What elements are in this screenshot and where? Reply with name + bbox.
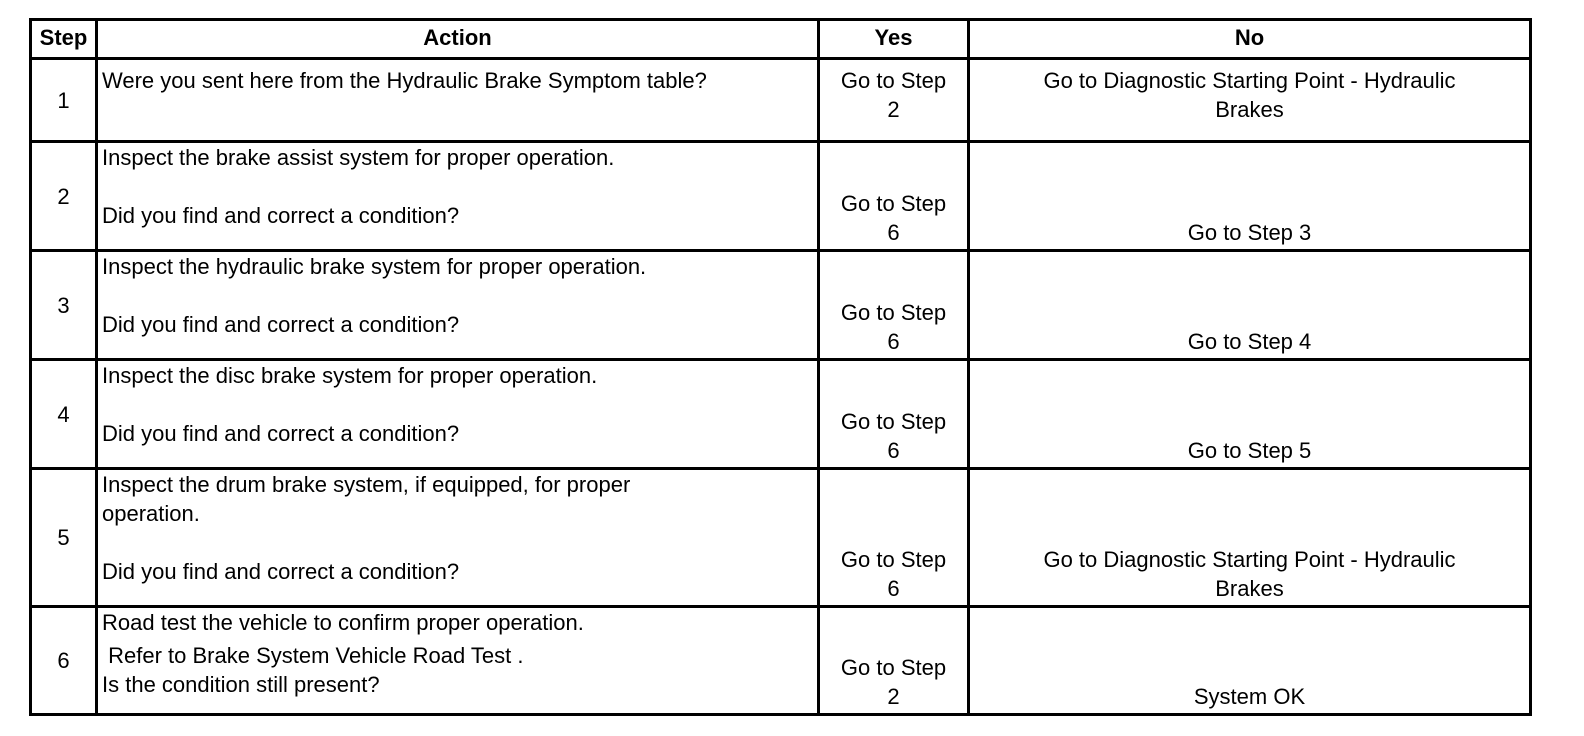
yes-text: Go to Step [840, 68, 947, 93]
step-number: 6 [31, 607, 97, 715]
no-cell [969, 360, 1531, 469]
yes-step: 6 [887, 576, 900, 601]
no-text: Go to Diagnostic Starting Point - Hydraulic [1043, 547, 1456, 572]
step-number: 2 [31, 142, 97, 251]
action-cell [97, 360, 819, 469]
action-text: Road test the vehicle to confirm proper operation. [102, 610, 584, 635]
question-text: Is the condition still present? [102, 672, 380, 697]
action-cell [97, 142, 819, 251]
yes-text: Go to Step [840, 547, 947, 572]
no-cell [969, 142, 1531, 251]
action-text: Were you sent here from the Hydraulic Brake Symptom table? [102, 68, 707, 93]
header-action: Action [97, 20, 819, 59]
action-cell [97, 607, 819, 715]
yes-cell [819, 469, 969, 607]
table-row [31, 142, 1531, 251]
header-row [31, 20, 1531, 59]
yes-cell [819, 607, 969, 715]
question-text: Did you find and correct a condition? [102, 203, 460, 228]
yes-cell [819, 251, 969, 360]
question-text: Did you find and correct a condition? [102, 559, 460, 584]
header-no: No [969, 20, 1531, 59]
yes-step: 6 [887, 220, 900, 245]
step-number: 5 [31, 469, 97, 607]
diagnostic-table [29, 18, 1532, 716]
no-text: Brakes [1215, 576, 1284, 601]
table-row [31, 607, 1531, 715]
no-text: Go to Step 3 [1187, 220, 1312, 245]
no-cell [969, 59, 1531, 142]
header-yes: Yes [819, 20, 969, 59]
question-text: Did you find and correct a condition? [102, 421, 460, 446]
table-row [31, 251, 1531, 360]
table-row [31, 469, 1531, 607]
header-step: Step [31, 20, 97, 59]
no-cell [969, 251, 1531, 360]
yes-text: Go to Step [840, 191, 947, 216]
step-number: 3 [31, 251, 97, 360]
no-text: System OK [1193, 684, 1306, 709]
no-text: Go to Step 5 [1187, 438, 1312, 463]
yes-text: Go to Step [840, 655, 947, 680]
yes-text: Go to Step [840, 300, 947, 325]
action-reference: Refer to Brake System Vehicle Road Test . [102, 643, 524, 668]
action-text: Inspect the disc brake system for proper operation. [102, 363, 598, 388]
action-cell [97, 251, 819, 360]
action-text: Inspect the brake assist system for proper operation. [102, 145, 615, 170]
no-text: Go to Diagnostic Starting Point - Hydraulic [1043, 68, 1456, 93]
yes-step: 6 [887, 329, 900, 354]
yes-step: 2 [887, 684, 900, 709]
no-text: Brakes [1215, 97, 1284, 122]
no-cell [969, 607, 1531, 715]
action-cell [97, 469, 819, 607]
action-text: Inspect the drum brake system, if equipped, for proper [102, 472, 631, 497]
yes-text: Go to Step [840, 409, 947, 434]
yes-cell [819, 59, 969, 142]
action-cell [97, 59, 819, 142]
table-row [31, 59, 1531, 142]
yes-cell [819, 142, 969, 251]
yes-cell [819, 360, 969, 469]
step-number: 1 [31, 59, 97, 142]
question-text: Did you find and correct a condition? [102, 312, 460, 337]
step-number: 4 [31, 360, 97, 469]
action-text: operation. [102, 501, 200, 526]
yes-step: 2 [887, 97, 900, 122]
yes-step: 6 [887, 438, 900, 463]
table-row [31, 360, 1531, 469]
no-cell [969, 469, 1531, 607]
no-text: Go to Step 4 [1187, 329, 1312, 354]
action-text: Inspect the hydraulic brake system for proper operation. [102, 254, 647, 279]
